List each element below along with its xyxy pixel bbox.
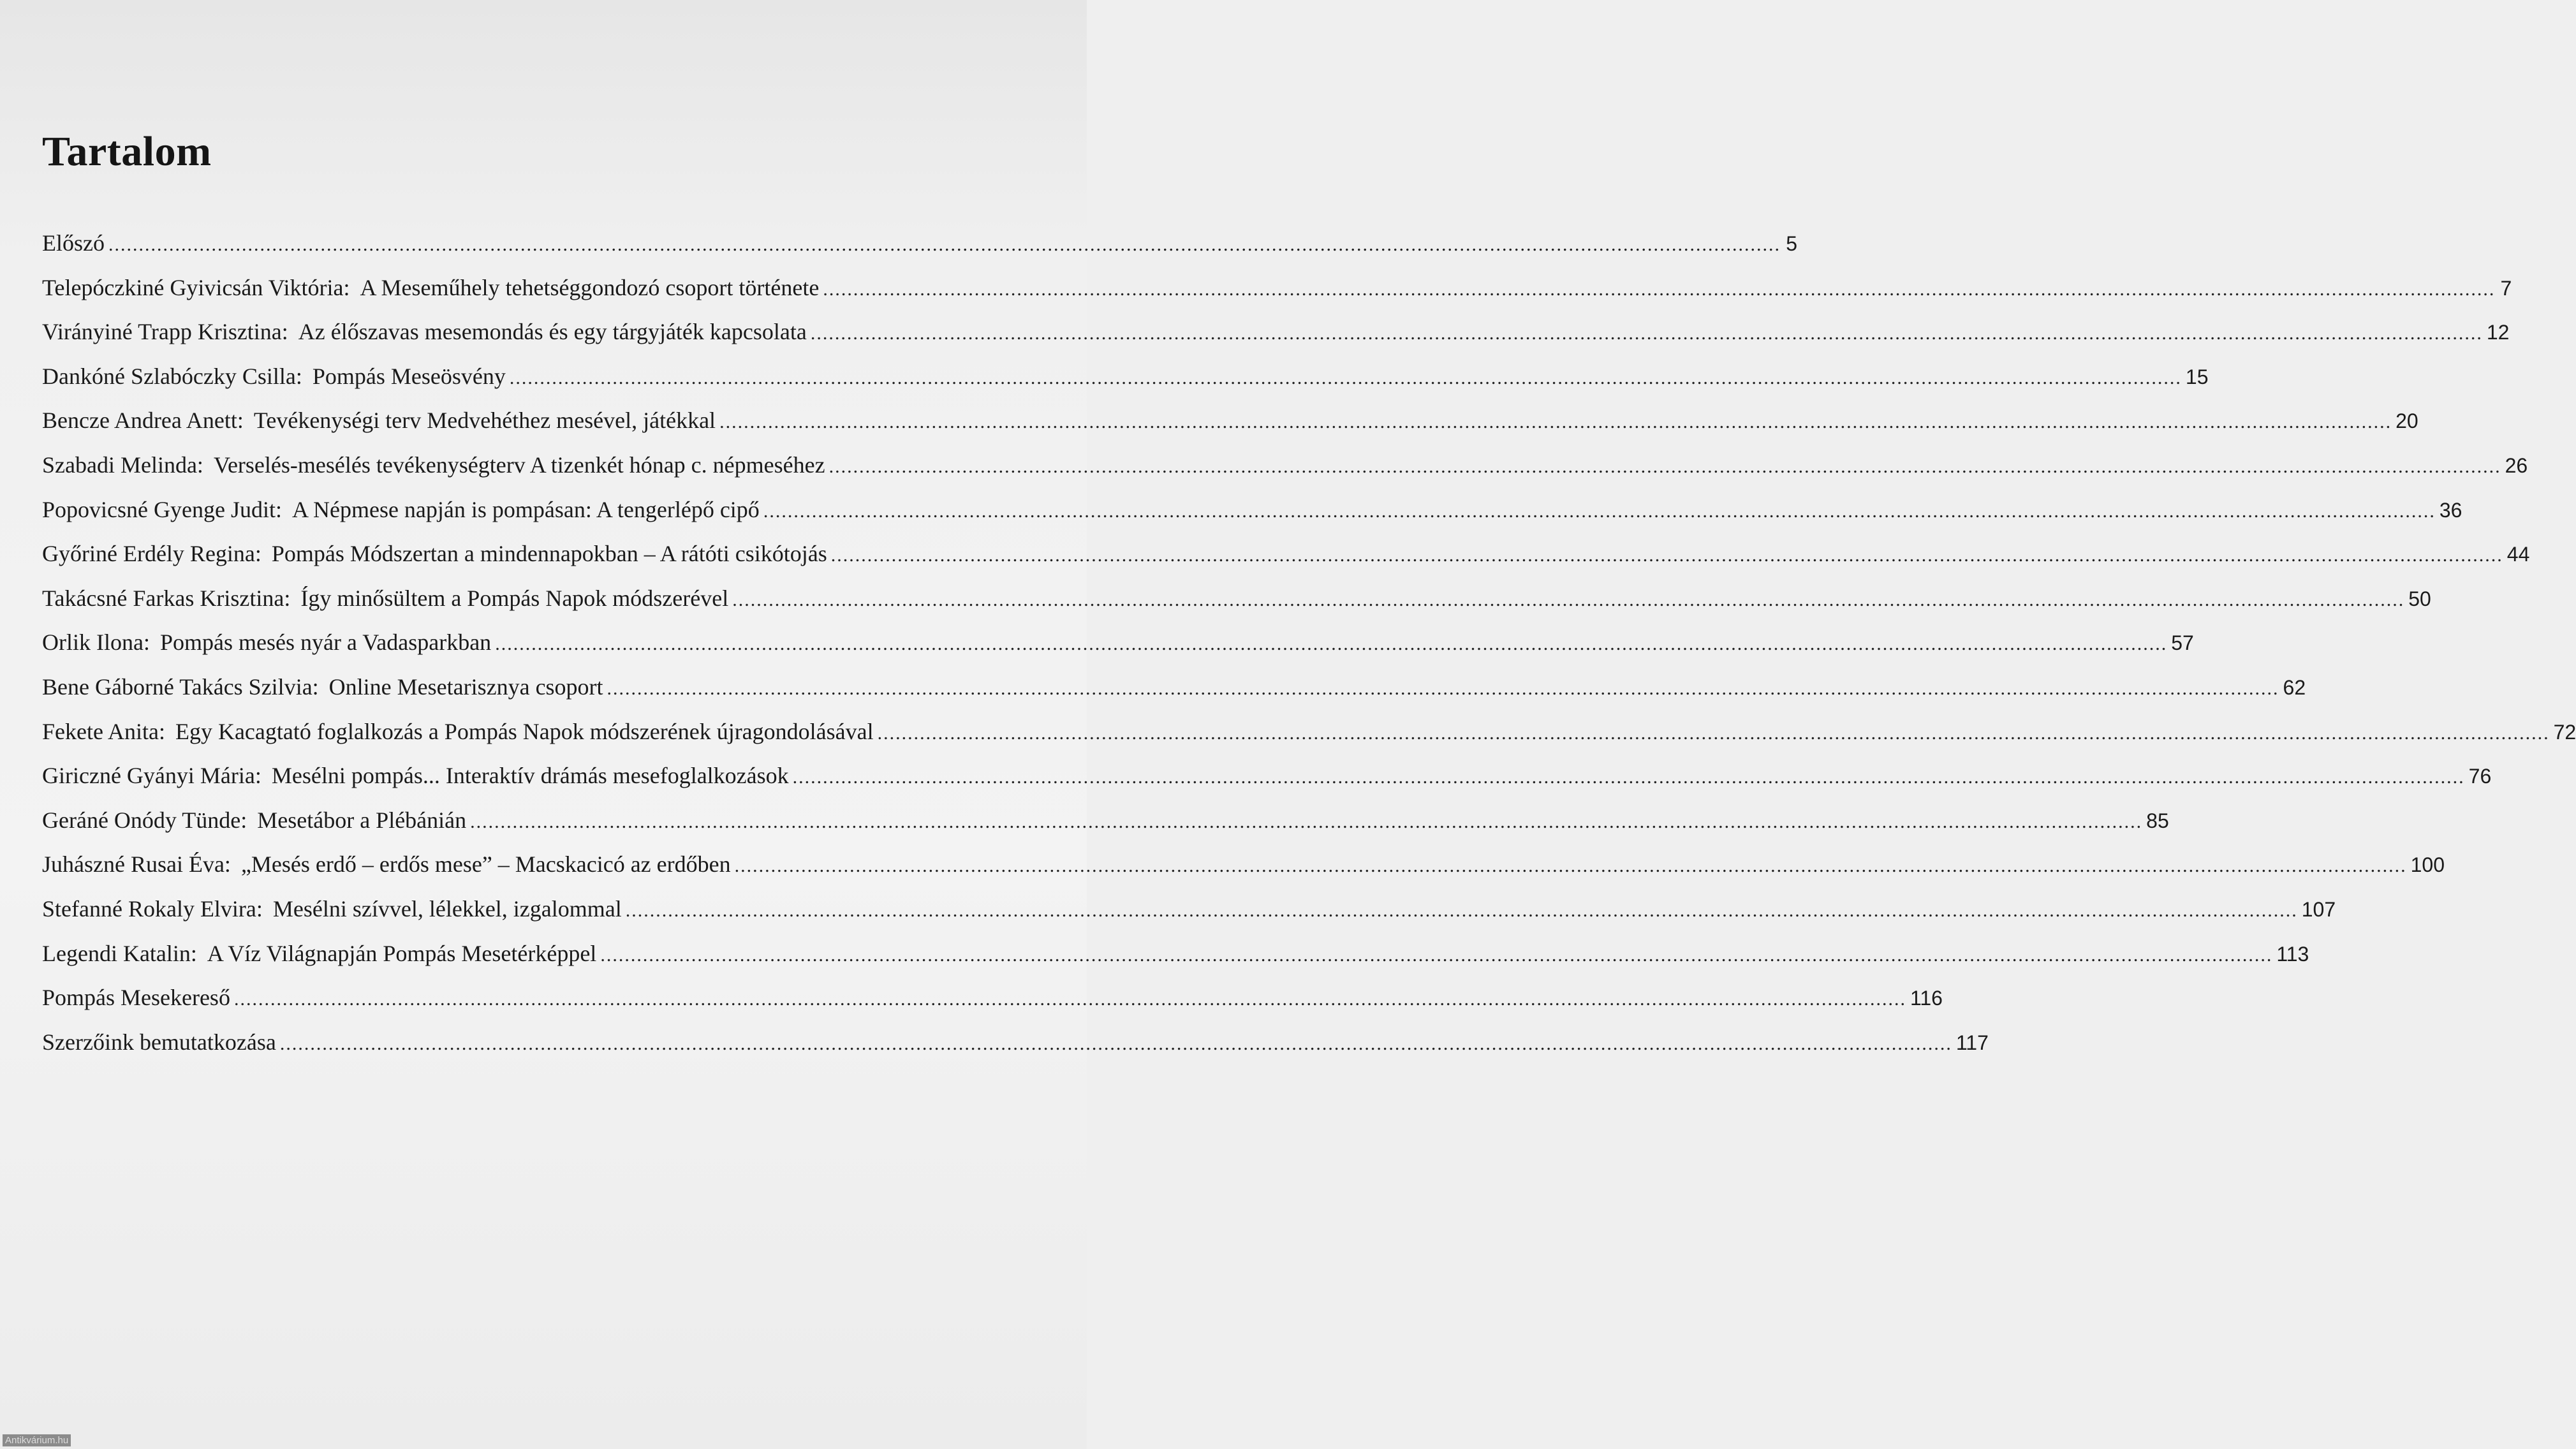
toc-leader-dots <box>732 589 2404 611</box>
toc-entry-title: Előszó <box>42 230 105 256</box>
toc-entry-title: Tevékenységi terv Medvehéthez mesével, játékkal <box>253 408 716 434</box>
toc-entry-text <box>42 984 230 1011</box>
toc-entry-title: Mesélni szívvel, lélekkel, izgalommal <box>272 895 622 922</box>
toc-entry-author: Győriné Erdély Regina: <box>42 541 261 567</box>
toc-entry-page: 116 <box>1910 987 1943 1010</box>
toc-entry-page: 26 <box>2505 453 2528 477</box>
toc-entry-page: 5 <box>1786 232 1797 255</box>
toc-entry-page: 36 <box>2439 498 2462 522</box>
toc-entry-text <box>42 540 827 567</box>
toc-entry-author: Takácsné Farkas Krisztina: <box>42 585 291 611</box>
toc-entry-page: 62 <box>2283 675 2306 699</box>
toc-entry-author: Bencze Andrea Anett: <box>42 408 244 434</box>
toc-leader-dots <box>831 545 2503 566</box>
toc-entry-author: Dankóné Szlabóczky Csilla: <box>42 363 302 389</box>
toc-entry <box>42 718 2576 763</box>
toc-entry-text <box>42 496 760 523</box>
toc-entry-title: Pompás mesés nyár a Vadasparkban <box>159 629 492 656</box>
toc-entry <box>42 851 2445 895</box>
toc-entry-title: A Népmese napján is pompásan: A tengerlépő cipő <box>291 496 760 522</box>
toc-leader-dots <box>470 811 2142 833</box>
toc-entry-page: 12 <box>2486 321 2510 344</box>
toc-entry-page: 7 <box>2500 276 2512 300</box>
toc-entry-author: Geráné Onódy Tünde: <box>42 807 247 833</box>
toc-entry-page: 100 <box>2410 853 2445 877</box>
toc-entry-text <box>42 673 603 700</box>
toc-entry <box>42 629 2194 673</box>
toc-entry-title: Az élőszavas mesemondás és egy tárgyjáték kapcsolata <box>298 319 807 345</box>
toc-entry-author: Stefanné Rokaly Elvira: <box>42 895 263 922</box>
toc-entry-title: Pompás Módszertan a mindennapokban – A rátóti csikótojás <box>271 541 827 567</box>
toc-entry-text <box>42 762 789 789</box>
table-of-contents <box>42 230 2576 1073</box>
toc-entry-author: Juhászné Rusai Éva: <box>42 851 231 878</box>
toc-leader-dots <box>735 855 2407 877</box>
toc-leader-dots <box>811 323 2483 344</box>
toc-entry-text <box>42 407 716 434</box>
toc-entry <box>42 673 2306 718</box>
toc-entry-title: Szerzőink bemutatkozása <box>42 1029 276 1055</box>
toc-leader-dots <box>108 234 1781 256</box>
toc-entry-author: Bene Gáborné Takács Szilvia: <box>42 673 319 700</box>
toc-entry-text <box>42 718 874 745</box>
toc-entry-author: Fekete Anita: <box>42 718 165 744</box>
toc-leader-dots <box>823 279 2495 300</box>
toc-entry-text <box>42 895 622 922</box>
toc-entry-page: 20 <box>2396 409 2418 433</box>
toc-entry-title: Egy Kacagtató foglalkozás a Pompás Napok módszerének újragondolásával <box>175 718 874 744</box>
toc-entry-text <box>42 807 466 834</box>
toc-entry-text <box>42 940 596 967</box>
watermark: Antikvárium.hu <box>3 1434 71 1446</box>
toc-entry <box>42 540 2530 585</box>
toc-entry-page: 44 <box>2506 543 2530 566</box>
toc-entry-page: 72 <box>2553 720 2576 744</box>
toc-entry <box>42 318 2510 363</box>
toc-entry-text <box>42 585 728 612</box>
toc-entry <box>42 585 2431 629</box>
toc-entry-text <box>42 363 506 390</box>
toc-entry-title: Pompás Mesekereső <box>42 985 230 1011</box>
toc-entry-author: Legendi Katalin: <box>42 940 197 966</box>
toc-leader-dots <box>234 989 1906 1010</box>
toc-entry <box>42 274 2512 319</box>
toc-leader-dots <box>607 678 2279 700</box>
toc-entry-title: Pompás Meseösvény <box>312 363 506 389</box>
toc-entry <box>42 452 2528 496</box>
toc-entry-page: 107 <box>2301 897 2336 921</box>
toc-leader-dots <box>719 411 2392 433</box>
toc-entry-author: Popovicsné Gyenge Judit: <box>42 496 282 522</box>
toc-entry-text <box>42 452 825 478</box>
toc-leader-dots <box>510 367 2182 389</box>
toc-entry-page: 76 <box>2468 765 2492 788</box>
toc-leader-dots <box>878 723 2550 744</box>
toc-entry-author: Virányiné Trapp Krisztina: <box>42 319 288 345</box>
toc-leader-dots <box>763 501 2436 522</box>
toc-entry-title: Online Mesetarisznya csoport <box>328 673 603 700</box>
toc-entry-title: Verselés-mesélés tevékenységterv A tizenkét hónap c. népmeséhez <box>213 452 825 478</box>
toc-entry-page: 113 <box>2276 942 2309 966</box>
toc-entry-text <box>42 851 731 878</box>
toc-entry <box>42 230 1797 274</box>
toc-entry-text <box>42 1029 276 1055</box>
toc-entry-title: A Meseműhely tehetséggondozó csoport története <box>360 274 820 300</box>
page-title: Tartalom <box>42 128 212 175</box>
toc-leader-dots <box>829 456 2501 478</box>
toc-entry-author: Telepóczkiné Gyivicsán Viktória: <box>42 274 350 300</box>
toc-entry-page: 57 <box>2171 631 2194 655</box>
toc-entry <box>42 940 2309 985</box>
toc-entry <box>42 807 2169 851</box>
toc-leader-dots <box>626 900 2298 922</box>
toc-leader-dots <box>280 1033 1952 1055</box>
toc-entry-title: „Mesés erdő – erdős mese” – Macskacicó az erdőben <box>240 851 731 878</box>
toc-leader-dots <box>495 633 2167 655</box>
toc-entry-page: 50 <box>2408 587 2431 610</box>
toc-entry-title: A Víz Világnapján Pompás Mesetérképpel <box>207 940 597 966</box>
toc-entry-author: Szabadi Melinda: <box>42 452 203 478</box>
toc-entry <box>42 895 2336 940</box>
toc-entry <box>42 496 2462 541</box>
toc-entry <box>42 407 2418 452</box>
toc-entry-page: 117 <box>1955 1031 1989 1054</box>
toc-leader-dots <box>793 767 2465 788</box>
toc-entry-title: Mesélni pompás... Interaktív drámás mesefoglalkozások <box>271 763 789 789</box>
toc-entry-title: Mesetábor a Plébánián <box>257 807 467 833</box>
toc-entry-text <box>42 318 807 345</box>
toc-entry-author: Giriczné Gyányi Mária: <box>42 763 261 789</box>
toc-entry <box>42 1029 1989 1073</box>
toc-entry-text <box>42 230 105 256</box>
toc-entry <box>42 762 2492 807</box>
toc-entry-page: 85 <box>2146 809 2169 832</box>
toc-entry-author: Orlik Ilona: <box>42 629 150 656</box>
toc-entry <box>42 363 2209 408</box>
toc-leader-dots <box>600 945 2272 966</box>
toc-entry <box>42 984 1943 1029</box>
toc-entry-page: 15 <box>2185 365 2209 388</box>
toc-entry-text <box>42 629 491 656</box>
toc-entry-text <box>42 274 819 301</box>
toc-entry-title: Így minősültem a Pompás Napok módszerével <box>300 585 729 611</box>
